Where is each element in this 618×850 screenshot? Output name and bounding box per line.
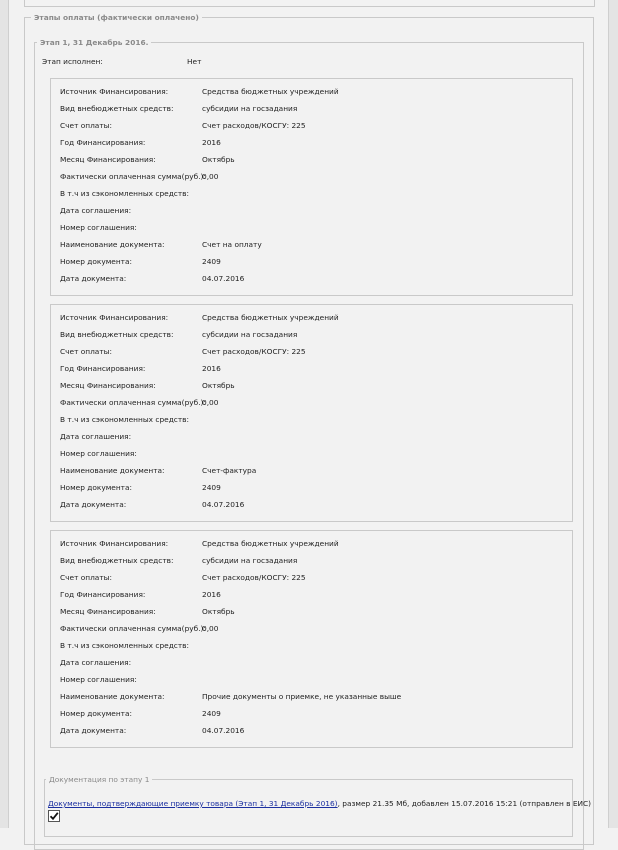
payment-value: субсидии на госзадания <box>202 556 298 565</box>
payment-row-saved <box>60 641 202 650</box>
payment-row-year <box>60 364 221 373</box>
payment-label: Номер соглашения: <box>60 223 137 232</box>
payment-row-doc-name <box>60 692 402 701</box>
payment-value: Октябрь <box>202 155 235 164</box>
payment-label: Наименование документа: <box>60 692 165 701</box>
payment-row-agreement-date <box>60 206 202 215</box>
payment-label: Дата соглашения: <box>60 432 132 441</box>
payment-row-month <box>60 155 235 164</box>
stage-executed-value: Нет <box>187 57 202 66</box>
payment-row-doc-date <box>60 726 245 735</box>
payment-row-paid-sum <box>60 172 219 181</box>
payment-value: Счет расходов/КОСГУ: 225 <box>202 121 306 130</box>
payment-label: Дата документа: <box>60 500 127 509</box>
payment-label: Номер документа: <box>60 483 132 492</box>
payment-label: Месяц Финансирования: <box>60 155 156 164</box>
payment-row-paid-sum <box>60 398 219 407</box>
payment-row-agreement-number <box>60 675 202 684</box>
payment-label: Номер документа: <box>60 257 132 266</box>
payment-label: Номер документа: <box>60 709 132 718</box>
doc-entry <box>48 799 591 808</box>
payment-label: Вид внебюджетных средств: <box>60 330 174 339</box>
payment-block <box>50 530 573 748</box>
payment-value: Прочие документы о приемке, не указанные выше <box>202 692 402 701</box>
payment-label: Фактически оплаченная сумма(руб.): <box>60 172 206 181</box>
payment-row-source <box>60 313 339 322</box>
payment-label: Год Финансирования: <box>60 138 146 147</box>
payment-label: Месяц Финансирования: <box>60 607 156 616</box>
payment-row-doc-number <box>60 483 221 492</box>
payment-row-saved <box>60 189 202 198</box>
payment-row-doc-number <box>60 709 221 718</box>
payment-label: Год Финансирования: <box>60 364 146 373</box>
payment-label: Счет оплаты: <box>60 121 112 130</box>
payment-value: Октябрь <box>202 381 235 390</box>
payment-stages-legend: Этапы оплаты (фактически оплачено) <box>34 13 199 22</box>
stage-1-fieldset <box>34 38 592 850</box>
payment-label: Номер соглашения: <box>60 449 137 458</box>
doc-meta: , размер 21.35 Мб, добавлен 15.07.2016 15:21 (отправлен в ЕИС) <box>337 799 592 808</box>
payment-value: 04.07.2016 <box>202 726 245 735</box>
payment-row-agreement-date <box>60 432 202 441</box>
payment-label: Месяц Финансирования: <box>60 381 156 390</box>
right-window-edge <box>608 0 618 828</box>
payment-value: 04.07.2016 <box>202 500 245 509</box>
payment-row-funds-type <box>60 556 298 565</box>
payment-row-doc-name <box>60 240 262 249</box>
payment-value: 0,00 <box>202 624 219 633</box>
payment-row-paid-sum <box>60 624 219 633</box>
left-window-edge <box>0 0 9 828</box>
payment-stages-fieldset <box>24 13 594 845</box>
payment-row-source <box>60 539 339 548</box>
payment-row-doc-number <box>60 257 221 266</box>
stage-executed-row <box>42 57 202 66</box>
payment-row-agreement-number <box>60 223 202 232</box>
payment-value: 2016 <box>202 364 221 373</box>
payment-label: Дата документа: <box>60 726 127 735</box>
payment-value: 2409 <box>202 257 221 266</box>
payment-row-funds-type <box>60 104 298 113</box>
payment-row-year <box>60 590 221 599</box>
stage-docs-legend: Документация по этапу 1 <box>49 775 150 784</box>
payment-block <box>50 304 573 522</box>
payment-label: Дата соглашения: <box>60 206 132 215</box>
payment-label: Источник Финансирования: <box>60 313 169 322</box>
payment-row-account <box>60 121 306 130</box>
stage-1-legend: Этап 1, 31 Декабрь 2016. <box>40 38 149 47</box>
payment-label: Вид внебюджетных средств: <box>60 104 174 113</box>
payment-value: 0,00 <box>202 398 219 407</box>
doc-checkbox[interactable] <box>48 810 60 822</box>
checkmark-icon <box>49 811 59 821</box>
payment-label: Дата соглашения: <box>60 658 132 667</box>
payment-row-doc-name <box>60 466 257 475</box>
payment-value: Счет расходов/КОСГУ: 225 <box>202 573 306 582</box>
payment-value: Октябрь <box>202 607 235 616</box>
payment-value: 2016 <box>202 138 221 147</box>
payment-value: Счет-фактура <box>202 466 257 475</box>
payment-row-month <box>60 381 235 390</box>
payment-row-month <box>60 607 235 616</box>
payment-row-doc-date <box>60 500 245 509</box>
payment-value: Счет на оплату <box>202 240 262 249</box>
payment-label: Вид внебюджетных средств: <box>60 556 174 565</box>
payment-row-agreement-date <box>60 658 202 667</box>
doc-link[interactable]: Документы, подтверждающие приемку товара (Этап 1, 31 Декабрь 2016) <box>48 799 338 808</box>
payment-label: Фактически оплаченная сумма(руб.): <box>60 624 206 633</box>
payment-value: субсидии на госзадания <box>202 104 298 113</box>
payment-label: Наименование документа: <box>60 466 165 475</box>
payment-label: Источник Финансирования: <box>60 87 169 96</box>
payment-row-year <box>60 138 221 147</box>
payment-row-account <box>60 347 306 356</box>
payment-label: Источник Финансирования: <box>60 539 169 548</box>
payment-value: субсидии на госзадания <box>202 330 298 339</box>
payment-label: Фактически оплаченная сумма(руб.): <box>60 398 206 407</box>
payment-value: 04.07.2016 <box>202 274 245 283</box>
payment-row-agreement-number <box>60 449 202 458</box>
payment-row-saved <box>60 415 202 424</box>
payment-value: Средства бюджетных учреждений <box>202 87 339 96</box>
payment-label: В т.ч из сэкономленных средств: <box>60 415 190 424</box>
payment-label: Счет оплаты: <box>60 347 112 356</box>
payment-value: Средства бюджетных учреждений <box>202 313 339 322</box>
payment-row-source <box>60 87 339 96</box>
payment-block <box>50 78 573 296</box>
payment-label: Дата документа: <box>60 274 127 283</box>
payment-value: 2409 <box>202 483 221 492</box>
payment-row-funds-type <box>60 330 298 339</box>
payment-label: Номер соглашения: <box>60 675 137 684</box>
payment-value: Средства бюджетных учреждений <box>202 539 339 548</box>
payment-label: Наименование документа: <box>60 240 165 249</box>
payment-value: 0,00 <box>202 172 219 181</box>
payment-row-doc-date <box>60 274 245 283</box>
payment-value: Счет расходов/КОСГУ: 225 <box>202 347 306 356</box>
payment-label: Год Финансирования: <box>60 590 146 599</box>
payment-value: 2016 <box>202 590 221 599</box>
payment-label: В т.ч из сэкономленных средств: <box>60 189 190 198</box>
payment-value: 2409 <box>202 709 221 718</box>
payment-label: Счет оплаты: <box>60 573 112 582</box>
stage-executed-label: Этап исполнен: <box>42 57 103 66</box>
payment-label: В т.ч из сэкономленных средств: <box>60 641 190 650</box>
previous-section-bottom <box>24 0 595 7</box>
payment-row-account <box>60 573 306 582</box>
